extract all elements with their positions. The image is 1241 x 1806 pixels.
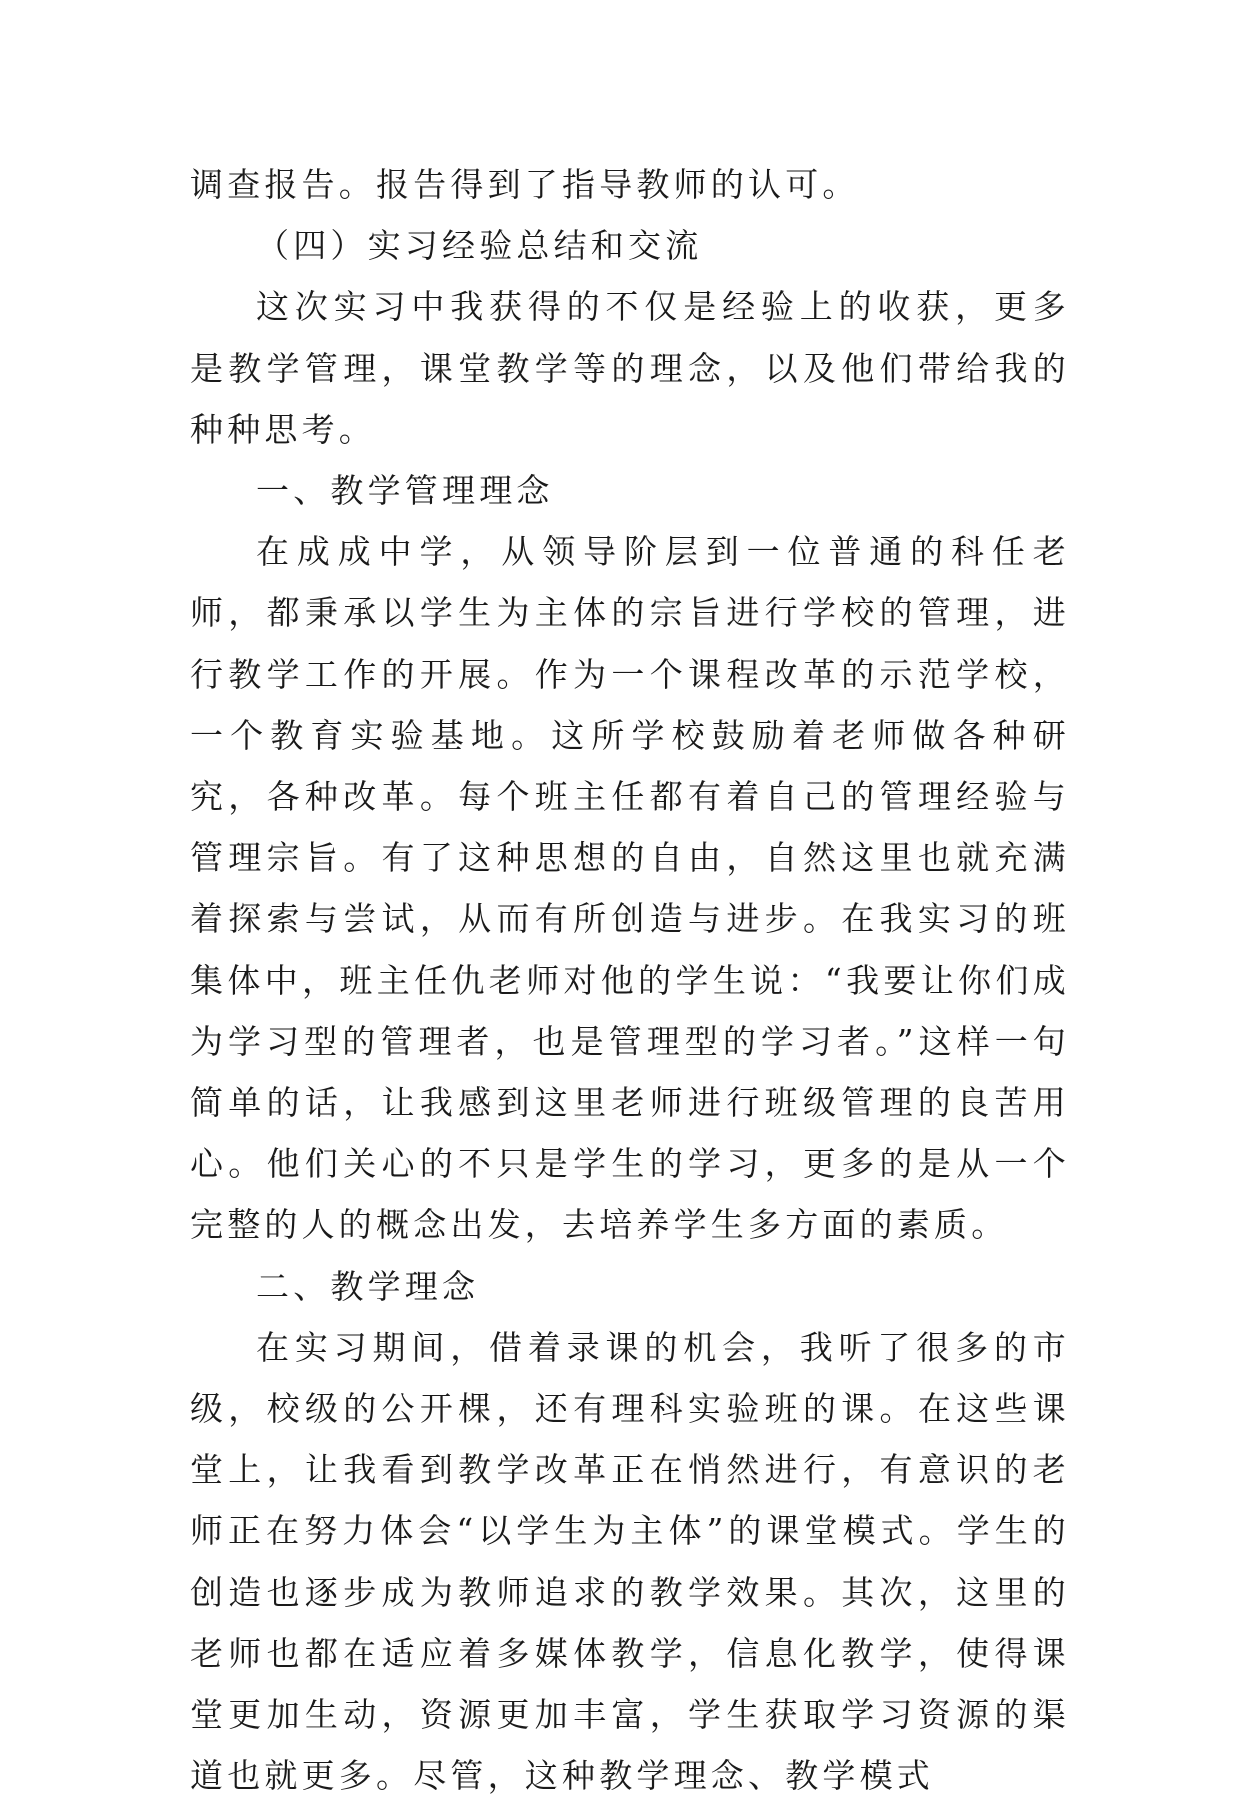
document-body [190,154,1070,1806]
paragraph-summary: 这次实习中我获得的不仅是经验上的收获，更多是教学管理，课堂教学等的理念，以及他们带给我的种种思考。 [190,287,1070,449]
section-heading-four: （四）实习经验总结和交流 [256,226,703,266]
paragraph-management: 在成成中学，从领导阶层到一位普通的科任老师，都秉承以学生为主体的宗旨进行学校的管理，进行教学工作的开展。作为一个课程改革的示范学校，一个教育实验基地。这所学校鼓励着老师做各种研究，各种改革。每个班主任都有着自己的管理经验与管理宗旨。有了这种思想的自由，自然这里也就充满着探索与尝试，从而有所创造与进步。在我实习的班集体中，班主任仇老师对他的学生说：“我要让你们成为学习型的管理者，也是管理型的学习者。”这样一句简单的话，让我感到这里老师进行班级管理的良苦用心。他们关心的不只是学生的学习，更多的是从一个完整的人的概念出发，去培养学生多方面的素质。 [190,532,1070,1245]
paragraph-report-end: 调查报告。报告得到了指导教师的认可。 [190,165,860,204]
heading-management-concept: 一、教学管理理念 [256,471,554,511]
heading-teaching-concept: 二、教学理念 [256,1266,480,1306]
paragraph-teaching: 在实习期间，借着录课的机会，我听了很多的市级，校级的公开棵，还有理科实验班的课。在这些课堂上，让我看到教学改革正在悄然进行，有意识的老师正在努力体会“以学生为主体”的课堂模式。学生的创造也逐步成为教师追求的教学效果。其次，这里的老师也都在适应着多媒体教学，信息化教学，使得课堂更加生动，资源更加丰富，学生获取学习资源的渠道也就更多。尽管，这种教学理念、教学模式 [190,1327,1070,1796]
